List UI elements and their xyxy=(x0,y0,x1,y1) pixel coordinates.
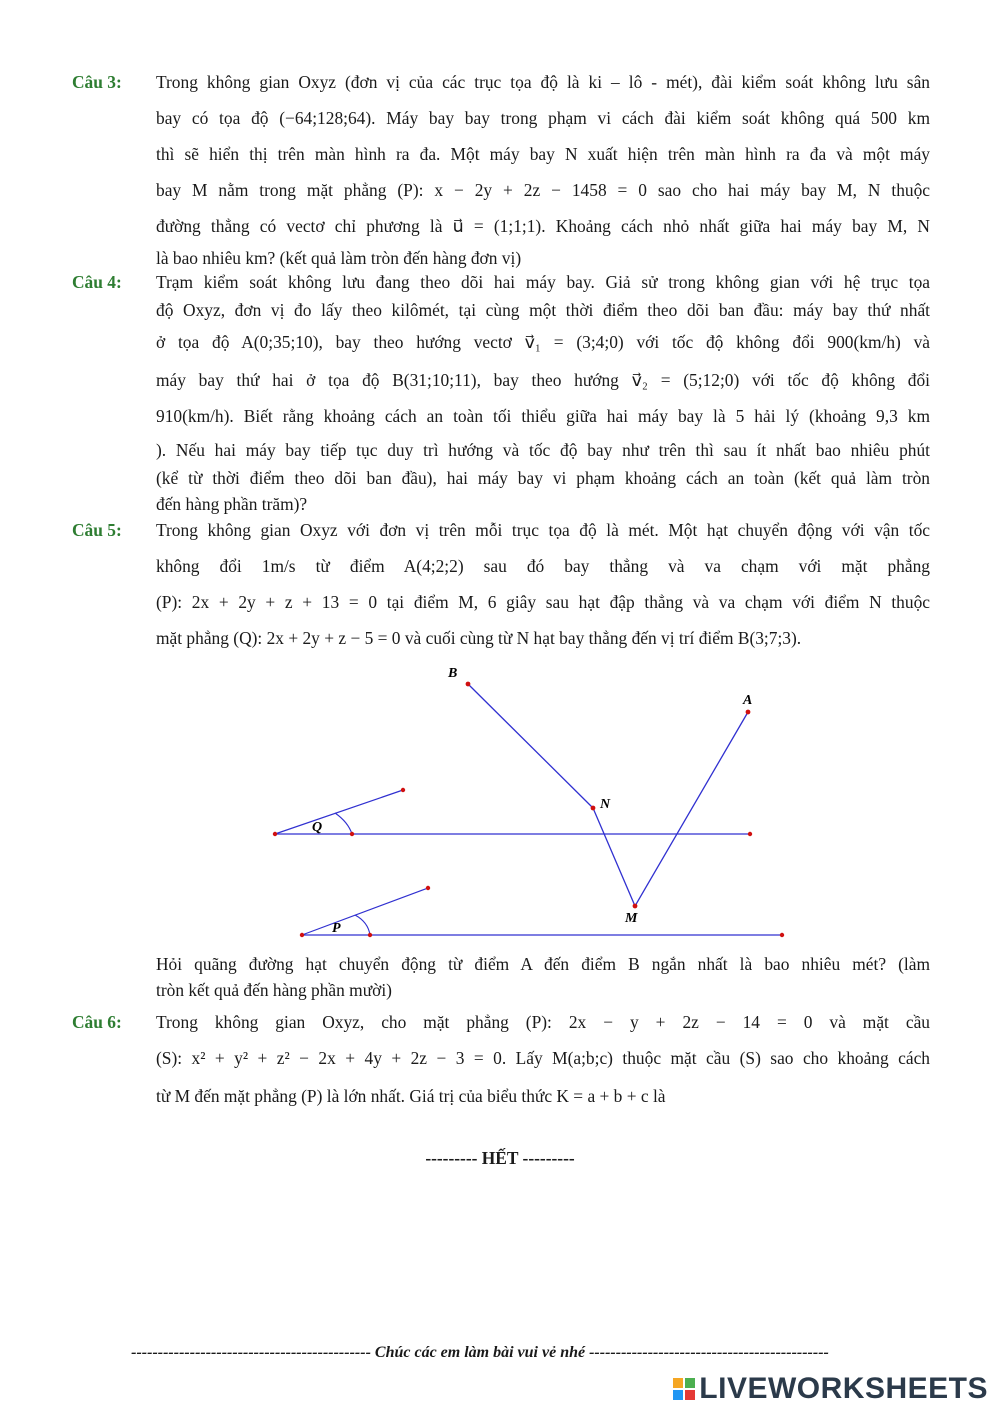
question-line: Trong không gian Oxyz (đơn vị của các trục tọa độ là ki – lô - mét), đài kiểm soát không lưu sân xyxy=(156,72,930,92)
point-a-label: A xyxy=(743,693,753,708)
point-m xyxy=(633,904,638,909)
point-n-label: N xyxy=(600,797,611,812)
plane-q-angle-arc xyxy=(335,813,352,834)
question-line: bay có tọa độ (−64;128;64). Máy bay bay trong phạm vi cách đài kiểm soát không quá 500 km xyxy=(156,108,930,128)
point-n xyxy=(591,806,596,811)
question-line: 910(km/h). Biết rằng khoảng cách an toàn tối thiểu giữa hai máy bay là 5 hải lý (khoảng 9,3 km xyxy=(156,406,930,426)
plane-p-point xyxy=(426,886,430,890)
plane-q-point xyxy=(401,788,405,792)
footer-message: --------------------------------------------- Chúc các em làm bài vui vẻ nhé --------------------------------------------- xyxy=(131,1344,829,1361)
question-label: Câu 4: xyxy=(72,272,122,292)
question-line: Hỏi quãng đường hạt chuyển động từ điểm A đến điểm B ngắn nhất là bao nhiêu mét? (làm xyxy=(156,954,930,974)
question-line: Trong không gian Oxyz, cho mặt phẳng (P): 2x − y + 2z − 14 = 0 và mặt cầu xyxy=(156,1012,930,1032)
question-line: tròn kết quả đến hàng phần mười) xyxy=(156,980,392,1000)
segment-nm xyxy=(593,808,635,906)
point-a xyxy=(746,710,751,715)
question-line: ở tọa độ A(0;35;10), bay theo hướng vectơ v⃗₁ = (3;4;0) với tốc độ không đổi 900(km/h) và xyxy=(156,332,930,352)
question-line: Trạm kiểm soát không lưu đang theo dõi hai máy bay. Giả sử trong không gian với hệ trục tọa xyxy=(156,272,930,292)
question-label: Câu 5: xyxy=(72,520,122,540)
segment-bn xyxy=(468,684,593,808)
question-line: (P): 2x + 2y + z + 13 = 0 tại điểm M, 6 giây sau hạt đập thẳng và va chạm với điểm N thuộc xyxy=(156,592,930,612)
plane-q-point xyxy=(350,832,354,836)
plane-p-angle-arc xyxy=(355,915,370,935)
question-line: độ Oxyz, đơn vị đo lấy theo kilômét, tại cùng một thời điểm theo dõi ban đầu: máy bay thứ nhất xyxy=(156,300,930,320)
question-line: mặt phẳng (Q): 2x + 2y + z − 5 = 0 và cuối cùng từ N hạt bay thẳng đến vị trí điểm B(3;7;3). xyxy=(156,628,802,648)
question-line: (kể từ thời điểm theo dõi ban đầu), hai máy bay vi phạm khoảng cách an toàn (kết quả làm tròn xyxy=(156,468,930,488)
question-line: bay M nằm trong mặt phẳng (P): x − 2y + 2z − 1458 = 0 sao cho hai máy bay M, N thuộc xyxy=(156,180,930,200)
liveworksheets-logo-icon xyxy=(673,1378,695,1400)
point-b xyxy=(466,682,471,687)
point-m-label: M xyxy=(625,911,638,926)
question-line: từ M đến mặt phẳng (P) là lớn nhất. Giá trị của biểu thức K = a + b + c là xyxy=(156,1086,666,1106)
plane-q-label: Q xyxy=(312,820,323,835)
question-line: không đổi 1m/s từ điểm A(4;2;2) sau đó bay thẳng và va chạm với mặt phẳng xyxy=(156,556,930,576)
brand-logo xyxy=(673,1372,988,1406)
plane-p-slant-line xyxy=(302,888,428,935)
question-line: (S): x² + y² + z² − 2x + 4y + 2z − 3 = 0. Lấy M(a;b;c) thuộc mặt cầu (S) sao cho khoảng cách xyxy=(156,1048,930,1068)
reflection-diagram xyxy=(260,660,800,940)
end-marker: --------- HẾT --------- xyxy=(425,1148,575,1168)
plane-p-point xyxy=(300,933,304,937)
question-line: đường thẳng có vectơ chỉ phương là u⃗ = (1;1;1). Khoảng cách nhỏ nhất giữa hai máy bay M, N xyxy=(156,216,930,236)
segment-ma xyxy=(635,712,748,906)
plane-p-point xyxy=(780,933,784,937)
plane-q-slant-line xyxy=(275,790,403,834)
brand-text: LIVEWORKSHEETS xyxy=(699,1372,988,1405)
question-label: Câu 6: xyxy=(72,1012,122,1032)
question-line: ). Nếu hai máy bay tiếp tục duy trì hướng và tốc độ bay như trên thì sau ít nhất bao nhiêu phút xyxy=(156,440,930,460)
question-line: máy bay thứ hai ở tọa độ B(31;10;11), bay theo hướng v⃗₂ = (5;12;0) với tốc độ không đổi xyxy=(156,370,930,390)
plane-p-label: P xyxy=(332,921,341,936)
plane-p-point xyxy=(368,933,372,937)
question-line: là bao nhiêu km? (kết quả làm tròn đến hàng đơn vị) xyxy=(156,248,522,268)
question-line: thì sẽ hiển thị trên màn hình ra đa. Một máy bay N xuất hiện trên màn hình ra đa và một máy xyxy=(156,144,930,164)
question-line: Trong không gian Oxyz với đơn vị trên mỗi trục tọa độ là mét. Một hạt chuyển động với vận tốc xyxy=(156,520,930,540)
plane-q-point xyxy=(748,832,752,836)
question-line: đến hàng phần trăm)? xyxy=(156,494,308,514)
plane-q-point xyxy=(273,832,277,836)
point-b-label: B xyxy=(448,666,458,681)
question-label: Câu 3: xyxy=(72,72,122,92)
